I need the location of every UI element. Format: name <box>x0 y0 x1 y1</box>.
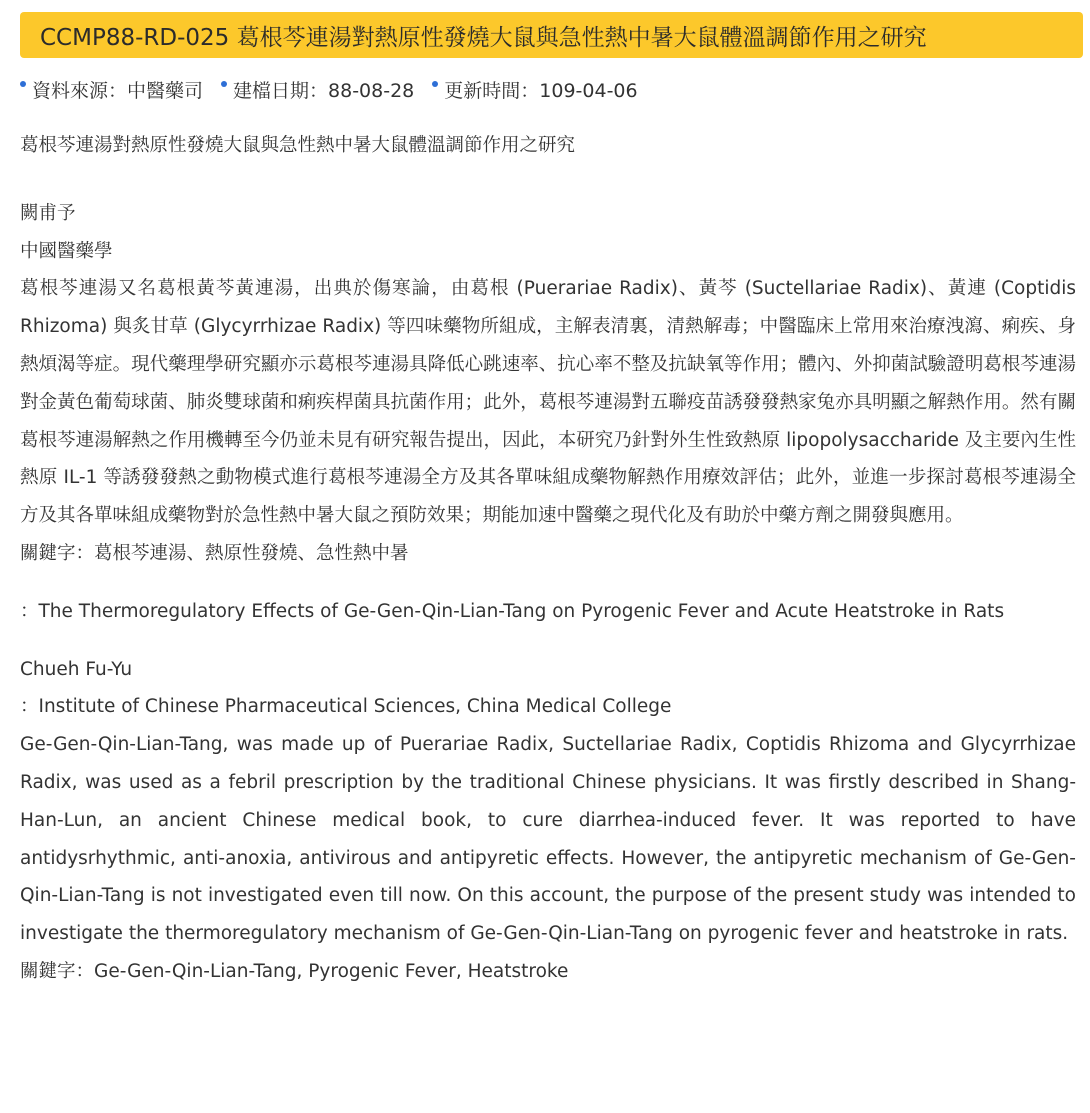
page-title: CCMP88-RD-025 葛根芩連湯對熱原性發燒大鼠與急性熱中暑大鼠體溫調節作用之研究 <box>40 24 927 51</box>
meta-source <box>20 76 203 103</box>
bullet-icon <box>221 81 227 87</box>
meta-created <box>221 76 414 103</box>
record-meta <box>20 76 656 103</box>
title-banner <box>20 12 1083 58</box>
meta-created-text: 建檔日期：88-08-28 <box>233 80 415 102</box>
en-title: ：The Thermoregulatory Effects of Ge-Gen-Qin-Lian-Tang on Pyrogenic Fever and Acute Heatstroke in Rats <box>20 600 1005 622</box>
zh-title: 葛根芩連湯對熱原性發燒大鼠與急性熱中暑大鼠體溫調節作用之研究 <box>20 135 576 156</box>
bullet-icon <box>20 81 26 87</box>
en-keywords: 關鍵字：Ge-Gen-Qin-Lian-Tang, Pyrogenic Fever, Heatstroke <box>20 960 569 982</box>
spacer <box>20 165 1076 195</box>
meta-updated-text: 更新時間：109-04-06 <box>444 80 638 102</box>
spacer <box>20 631 1076 651</box>
record-content <box>20 127 1076 991</box>
zh-abstract: 葛根芩連湯又名葛根黃芩黃連湯，出典於傷寒論，由葛根 (Puerariae Radix)、黃芩 (Suctellariae Radix)、黃連 (Coptidis Rhizoma) 與炙甘草 (Glycyrrhizae Radix) 等四味藥物所組成，主解表清裏，清熱解毒；中醫臨床上常用來治療洩瀉、痢疾、身熱煩渴等症。現代藥理學研究顯亦示葛根芩連湯具降低心跳速率、抗心率不整及抗缺氧等作用；體內、外抑菌試驗證明葛根芩連湯對金黃色葡萄球菌、肺炎雙球菌和痢疾桿菌具抗菌作用；此外，葛根芩連湯對五聯疫苗誘發發熱家兔亦具明顯之解熱作用。然有關葛根芩連湯解熱之作用機轉至今仍並未見有研究報告提出，因此，本研究乃針對外生性致熱原 lipopolysaccharide 及主要內生性熱原 IL-1 等誘發發熱之動物模式進行葛根芩連湯全方及其各單味組成藥物解熱作用療效評估；此外，並進一步探討葛根芩連湯全方及其各單味組成藥物對於急性熱中暑大鼠之預防效果；期能加速中醫藥之現代化及有助於中藥方劑之開發與應用。 <box>20 278 1076 527</box>
en-institution: ：Institute of Chinese Pharmaceutical Sciences, China Medical College <box>20 696 672 718</box>
meta-source-text: 資料來源：中醫藥司 <box>32 80 204 102</box>
en-abstract: Ge-Gen-Qin-Lian-Tang, was made up of Puerariae Radix, Suctellariae Radix, Coptidis Rhizoma and Glycyrrhizae Radix, was used as a febril prescription by the traditional Chinese physicians. It was firstly described in Shang-Han-Lun, an ancient Chinese medical book, to cure diarrhea-induced fever. It was reported to have antidysrhythmic, anti-anoxia, antivirous and antipyretic effects. However, the antipyretic mechanism of Ge-Gen-Qin-Lian-Tang is not investigated even till now. On this account, the purpose of the present study was intended to investigate the thermoregulatory mechanism of Ge-Gen-Qin-Lian-Tang on pyrogenic fever and heatstroke in rats. <box>20 734 1076 945</box>
zh-keywords: 關鍵字：葛根芩連湯、熱原性發燒、急性熱中暑 <box>20 542 409 564</box>
zh-institution: 中國醫藥學 <box>20 240 113 262</box>
zh-author: 闕甫予 <box>20 202 76 224</box>
bullet-icon <box>432 81 438 87</box>
spacer <box>20 573 1076 593</box>
en-author: Chueh Fu-Yu <box>20 658 133 680</box>
meta-updated <box>432 76 637 103</box>
